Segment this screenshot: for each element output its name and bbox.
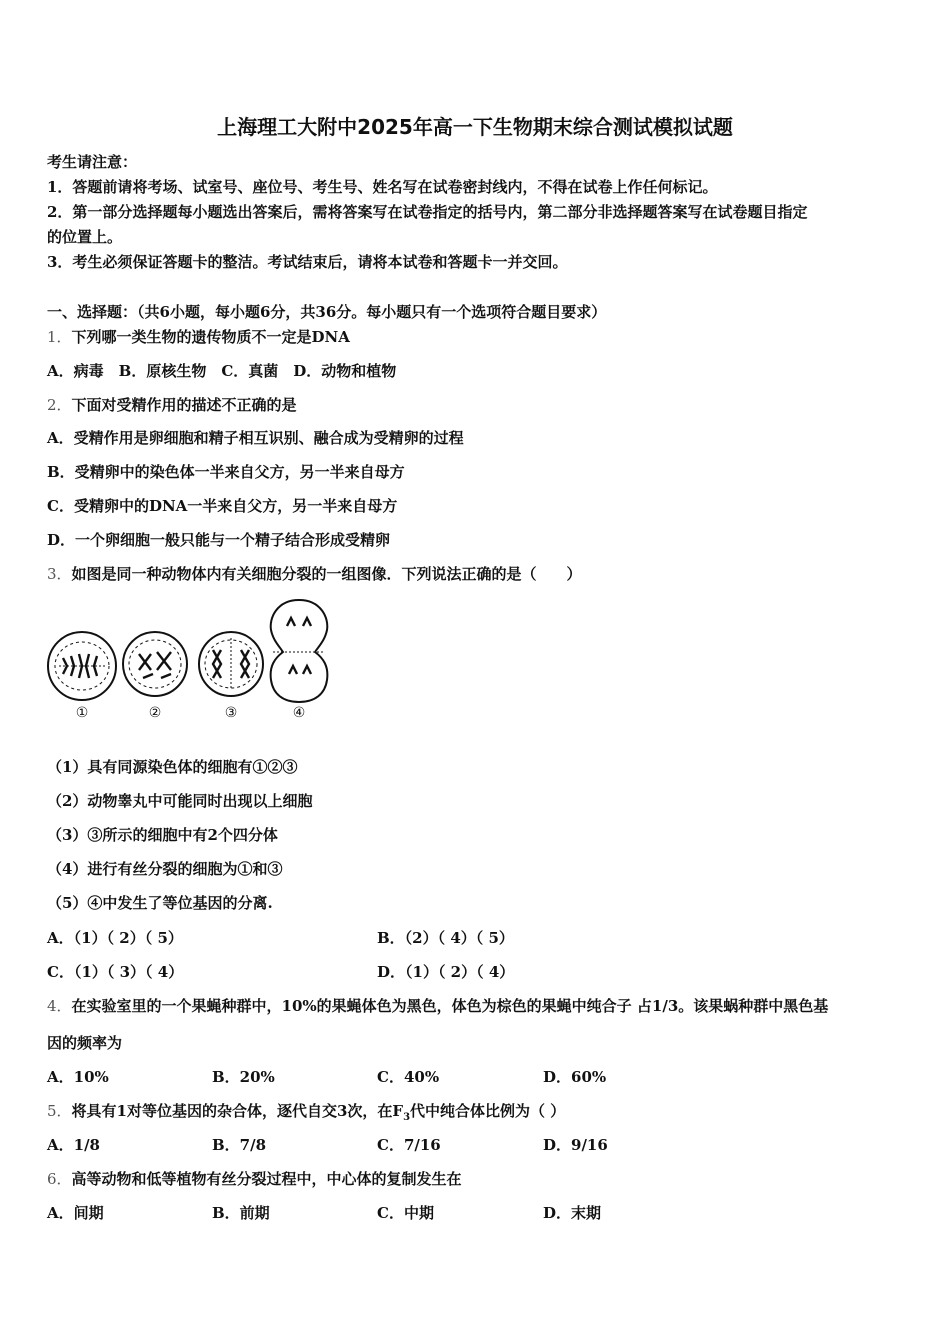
question-3-option-d: D．（1）（ 2）（ 4） (377, 963, 515, 981)
cell-division-figure (45, 594, 335, 728)
question-3-option-b: B．（2）（ 4）（ 5） (377, 929, 514, 947)
notice-item-3: 3．考生必须保证答题卡的整洁。考试结束后，请将本试卷和答题卡一并交回。 (47, 253, 568, 271)
notice-item-2: 2．第一部分选择题每小题选出答案后，需将答案写在试卷指定的括号内，第二部分非选择题答案写在试卷题目指定 (47, 203, 808, 221)
question-6-option-d: D．末期 (543, 1204, 602, 1222)
question-stem: 在实验室里的一个果蝇种群中，10%的果蝇体色为黑色，体色为棕色的果蝇中纯合子 占1/3。该果蜗种群中黑色基 (71, 997, 829, 1015)
question-6-option-b: B．前期 (212, 1204, 270, 1222)
question-5-option-d: D．9/16 (543, 1136, 608, 1154)
question-4-option-b: B．20% (212, 1068, 275, 1086)
question-2-option-b: B．受精卵中的染色体一半来自父方，另一半来自母方 (47, 463, 405, 481)
figure-label-3: ③ (224, 705, 238, 721)
cell-3-drawing (199, 632, 263, 696)
subscript: 3 (403, 1112, 411, 1123)
section-heading: 一、选择题：（共6小题，每小题6分，共36分。每小题只有一个选项符合题目要求） (47, 303, 607, 321)
question-5-option-b: B．7/8 (212, 1136, 267, 1154)
question-stem: 将具有1对等位基因的杂合体，逐代自交3次，在F (71, 1102, 404, 1120)
question-1 (47, 327, 350, 347)
question-stem: 如图是同一种动物体内有关细胞分裂的一组图像．下列说法正确的是（ ） (71, 565, 582, 583)
figure-label-1: ① (75, 705, 89, 721)
notice-item-2-cont: 的位置上。 (47, 228, 123, 246)
question-3-statement-3: （3）③所示的细胞中有2个四分体 (47, 826, 278, 844)
question-4-option-c: C．40% (377, 1068, 440, 1086)
question-3-statement-5: （5）④中发生了等位基因的分离. (47, 894, 273, 912)
question-stem: 高等动物和低等植物有丝分裂过程中，中心体的复制发生在 (71, 1170, 462, 1188)
question-number: 1． (47, 328, 72, 346)
question-stem-end: 代中纯合体比例为（ ） (410, 1102, 566, 1120)
question-2-option-c: C．受精卵中的DNA一半来自父方，另一半来自母方 (47, 497, 398, 515)
question-number: 2． (47, 396, 72, 414)
question-4-option-d: D．60% (543, 1068, 607, 1086)
question-6 (47, 1169, 462, 1189)
question-3-option-a: A．（1）（ 2）（ 5） (47, 929, 183, 947)
question-number: 5． (47, 1102, 72, 1120)
question-5-option-a: A．1/8 (47, 1136, 100, 1154)
question-3 (47, 564, 582, 584)
notice-heading: 考生请注意： (47, 153, 138, 171)
cell-1-drawing (48, 632, 116, 700)
question-2-option-a: A．受精作用是卵细胞和精子相互识别、融合成为受精卵的过程 (47, 429, 464, 447)
figure-label-4: ④ (292, 705, 306, 721)
question-3-option-c: C．（1）（ 3）（ 4） (47, 963, 184, 981)
question-number: 6． (47, 1170, 72, 1188)
notice-item-1: 1．答题前请将考场、试室号、座位号、考生号、姓名写在试卷密封线内，不得在试卷上作任何标记。 (47, 178, 718, 196)
question-5 (47, 1101, 565, 1128)
cell-4-drawing (271, 600, 328, 702)
cell-2-drawing (123, 632, 187, 696)
question-6-option-a: A．间期 (47, 1204, 104, 1222)
figure-label-2: ② (148, 705, 162, 721)
question-3-statement-1: （1）具有同源染色体的细胞有①②③ (47, 758, 298, 776)
question-4-option-a: A．10% (47, 1068, 109, 1086)
question-1-options: A．病毒 B．原核生物 C．真菌 D．动物和植物 (47, 362, 397, 380)
question-stem: 下面对受精作用的描述不正确的是 (71, 396, 297, 414)
question-5-option-c: C．7/16 (377, 1136, 441, 1154)
question-2 (47, 395, 297, 415)
question-stem: 下列哪一类生物的遗传物质不一定是DNA (71, 328, 350, 346)
question-3-statement-4: （4）进行有丝分裂的细胞为①和③ (47, 860, 283, 878)
page-title: 上海理工大附中2025年高一下生物期末综合测试模拟试题 (217, 115, 733, 139)
question-3-statement-2: （2）动物睾丸中可能同时出现以上细胞 (47, 792, 313, 810)
question-4 (47, 996, 828, 1016)
question-number: 4． (47, 997, 72, 1015)
question-4-stem-cont: 因的频率为 (47, 1034, 123, 1052)
question-number: 3． (47, 565, 72, 583)
question-6-option-c: C．中期 (377, 1204, 434, 1222)
question-2-option-d: D．一个卵细胞一般只能与一个精子结合形成受精卵 (47, 531, 391, 549)
